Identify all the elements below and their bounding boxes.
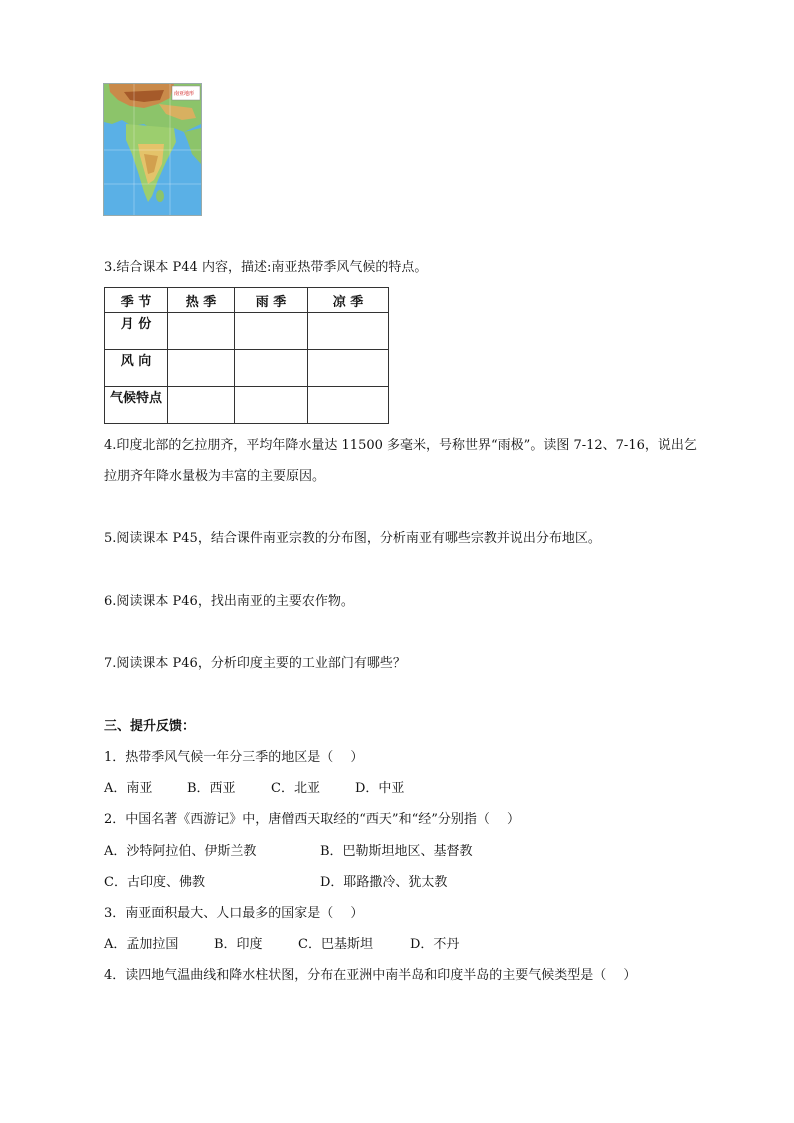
question-3-text: 3.结合课本 P44 内容，描述:南亚热带季风气候的特点。	[104, 260, 428, 275]
mc-2-options-row-2	[104, 874, 447, 892]
mc-1-option-b: B．西亚	[187, 781, 236, 796]
mc-1-option-c: C．北亚	[271, 781, 320, 796]
mc-4-stem: 4．读四地气温曲线和降水柱状图，分布在亚洲中南半岛和印度半岛的主要气候类型是（ ）	[104, 968, 637, 983]
climate-table	[104, 287, 389, 424]
table-header-cool-season: 凉 季	[308, 288, 389, 313]
map-title: 南亚地形	[174, 91, 195, 97]
table-cell	[168, 387, 235, 424]
table-cell	[308, 350, 389, 387]
mc-2-option-c: C．古印度、佛教	[104, 875, 205, 890]
mc-2-stem: 2．中国名著《西游记》中，唐僧西天取经的“西天”和“经”分别指（ ）	[104, 812, 520, 827]
table-cell	[308, 313, 389, 350]
table-row-label: 风 向	[105, 350, 168, 387]
mc-3-options	[104, 936, 459, 954]
table-header-season: 季 节	[105, 288, 168, 313]
mc-1-option-d: D．中亚	[355, 781, 405, 796]
south-asia-terrain-map	[103, 83, 202, 216]
table-row-label: 气候特点	[105, 387, 168, 424]
table-row-label: 月 份	[105, 313, 168, 350]
table-row	[105, 350, 389, 387]
table-header-row	[105, 288, 389, 313]
mc-3-option-b: B．印度	[214, 937, 263, 952]
table-cell	[235, 387, 308, 424]
table-cell	[235, 313, 308, 350]
mc-3-option-d: D．不丹	[410, 937, 460, 952]
map-image	[104, 84, 201, 215]
question-5-text: 5.阅读课本 P45，结合课件南亚宗教的分布图，分析南亚有哪些宗教并说出分布地区。	[104, 531, 601, 546]
mc-3-stem: 3．南亚面积最大、人口最多的国家是（ ）	[104, 906, 364, 921]
mc-3-option-c: C．巴基斯坦	[298, 937, 373, 952]
mc-2-option-d: D．耶路撒冷、犹太教	[320, 875, 448, 890]
table-row	[105, 387, 389, 424]
question-4-line-1: 4.印度北部的乞拉朋齐，平均年降水量达 11500 多毫米，号称世界“雨极”。读图 7-12、7-16，说出乞	[104, 438, 697, 453]
question-6-text: 6.阅读课本 P46，找出南亚的主要农作物。	[104, 594, 354, 609]
section-3-heading: 三、提升反馈：	[104, 719, 196, 734]
mc-2-options-row-1	[104, 843, 473, 861]
table-header-hot-season: 热 季	[168, 288, 235, 313]
mc-2-option-b: B．巴勒斯坦地区、基督教	[320, 844, 473, 859]
table-cell	[235, 350, 308, 387]
mc-3-option-a: A．孟加拉国	[104, 937, 179, 952]
question-7-text: 7.阅读课本 P46，分析印度主要的工业部门有哪些？	[104, 656, 406, 671]
mc-1-options	[104, 780, 404, 798]
mc-1-option-a: A．南亚	[104, 781, 153, 796]
table-header-rainy-season: 雨 季	[235, 288, 308, 313]
question-4-line-2: 拉朋齐年降水量极为丰富的主要原因。	[104, 469, 326, 484]
table-cell	[168, 350, 235, 387]
table-row	[105, 313, 389, 350]
table-cell	[168, 313, 235, 350]
mc-1-stem: 1．热带季风气候一年分三季的地区是（ ）	[104, 750, 364, 765]
table-cell	[308, 387, 389, 424]
mc-2-option-a: A．沙特阿拉伯、伊斯兰教	[104, 844, 257, 859]
